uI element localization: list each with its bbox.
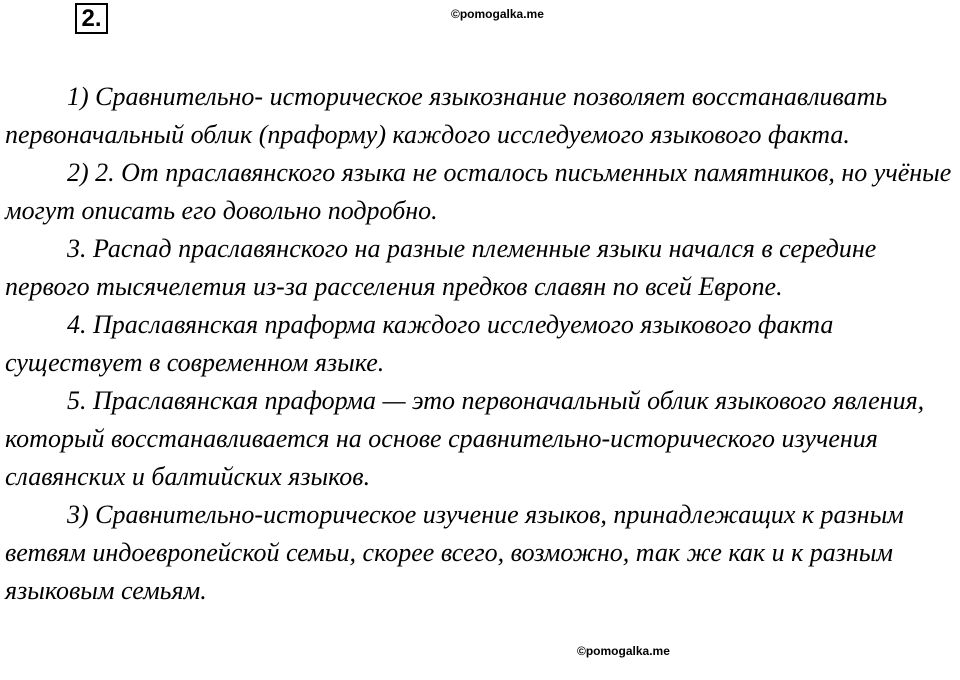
paragraph-1: 1) Сравнительно- историческое языкознание позволяет восстанавливать первоначальный облик (праформу) каждого исследуемого языкового факта.: [5, 82, 888, 149]
task-number-box: [75, 3, 108, 34]
answer-text: [5, 78, 960, 610]
paragraph-2: 2) 2. От праславянского языка не осталось письменных памятников, но учёные могут описать его довольно подробно.: [5, 158, 952, 225]
paragraph-5: 5. Праславянская праформа — это первоначальный облик языкового явления, который восстанавливается на основе сравнительно-исторического изучения славянских и балтийских языков.: [5, 386, 925, 491]
paragraph-3: 3. Распад праславянского на разные племенные языки начался в середине первого тысячелетия из-за расселения предков славян по всей Европе.: [5, 234, 877, 301]
task-number: 2.: [81, 5, 102, 32]
watermark-top: ©pomogalka.me: [451, 7, 544, 21]
paragraph-4: 4. Праславянская праформа каждого исследуемого языкового факта существует в современном языке.: [5, 310, 834, 377]
watermark-bottom: ©pomogalka.me: [577, 644, 670, 658]
paragraph-6: 3) Сравнительно-историческое изучение языков, принадлежащих к разным ветвям индоевропейской семьи, скорее всего, возможно, так же как и к разным языковым семьям.: [5, 500, 904, 605]
